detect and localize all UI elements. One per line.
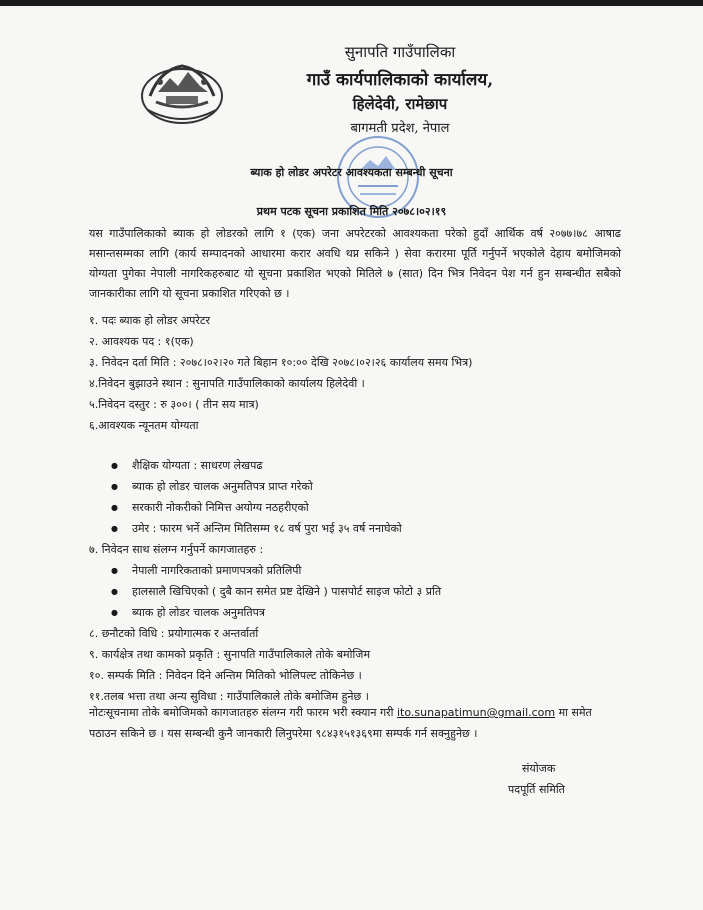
item-submission-place: ४.निवेदन बुझाउने स्थान : सुनापति गाउँपालिकाको कार्यालय हिलेदेवी । [89, 377, 365, 390]
office-place: हिलेदेवी, रामेछाप [352, 95, 448, 113]
item-salary: ११.तलब भत्ता तथा अन्य सुविधा : गाउँपालिकाले तोके बमोजिम हुनेछ । [89, 690, 369, 703]
document-item: ● ब्याक हो लोडर चालक अनुमतिपत्र [89, 602, 621, 623]
qualification-item: ● शैक्षिक योग्यता : साधरण लेखपढ [89, 455, 621, 476]
document-item: ● हालसालै खिचिएको ( दुबै कान समेत प्रष्ट देखिने ) पासपोर्ट साइज फोटो ३ प्रति [89, 581, 621, 602]
email-link[interactable]: ito.sunapatimun@gmail.com [397, 706, 556, 719]
nepal-emblem-icon [136, 56, 228, 126]
qualification-item: ● उमेर : फारम भर्ने अन्तिम मितिसम्म १८ वर्ष पुरा भई ३५ वर्ष ननाघेको [89, 518, 621, 539]
signature-block [508, 758, 618, 800]
note-text-after: मा समेत पठाउन सकिने छ । यस सम्बन्धी कुनै जानकारी लिनुपरेमा ९८४३१५१३६९मा सम्पर्क गर्न सक्नुहुनेछ । [89, 706, 592, 740]
signature-role: संयोजक [522, 762, 556, 775]
qualification-item: ● सरकारी नोकरीको निमित्त अयोग्य नठहरीएको [89, 497, 621, 518]
intro-paragraph: यस गाउँपालिकाको ब्याक हो लोडरको लागि १ (एक) जना अपरेटरको आवश्यकता परेको हुदाँ आर्थिक वर्ष २०७७।७८ आषाढ मसान्तसम्मका लागि (कार्य सम्पादनको आधारमा करार अवधि थप्न सकिने ) सेवा करारमा पूर्ति गर्नुपर्ने भएकोले देहाय बमोजिमको योग्यता पुगेका नेपाली नागरिकहरुबाट यो सूचना प्रकाशित भएको मितिले ७ (सात) दिन भित्र निवेदन पेश गर्न हुन सम्बन्धीत सबैको जानकारीका लागि यो सूचना प्रकाशित गरिएको छ । [89, 227, 621, 300]
footer-note [89, 702, 621, 744]
item-fee: ५.निवेदन दस्तुर : रु ३००। ( तीन सय मात्र) [89, 398, 259, 411]
office-header [260, 42, 540, 136]
item-work-nature: ९. कार्यक्षेत्र तथा कामको प्रकृति : सुनापति गाउँपालिकाले तोके बमोजिम [89, 648, 371, 661]
item-contact-date: १०. सम्पर्क मिति : निवेदन दिने अन्तिम मितिको भोलिपल्ट तोकिनेछ । [89, 669, 362, 682]
document-item: ● नेपाली नागरिकताको प्रमाणपत्रको प्रतिलिपी [89, 560, 621, 581]
notice-published-date: प्रथम पटक सूचना प्रकाशित मिति २०७८।०२।१९ [256, 205, 447, 218]
notice-title: ब्याक हो लोडर अपरेटर आवश्यकता सम्बन्धी सूचना [250, 166, 453, 179]
municipality-name: सुनापति गाउँपालिका [344, 43, 456, 61]
qualification-item: ● ब्याक हो लोडर चालक अनुमतिपत्र प्राप्त गरेको [89, 476, 621, 497]
signature-committee: पदपूर्ति समिति [508, 783, 565, 796]
item-application-date: ३. निवेदन दर्ता मिति : २०७८।०२।२० गते बिहान १०:०० देखि २०७८।०२।२६ कार्यालय समय भित्र) [89, 356, 473, 369]
office-name: गाउँ कार्यपालिकाको कार्यालय, [306, 70, 494, 90]
item-documents-heading: ७. निवेदन साथ संलग्न गर्नुपर्ने कागजातहरु : [89, 543, 264, 556]
province-name: बागमती प्रदेश, नेपाल [350, 121, 450, 136]
item-required-posts: २. आवश्यक पद : १(एक) [89, 335, 194, 348]
requirements-list [89, 310, 621, 707]
note-text-before: नोटःसूचनामा तोके बमोजिमको कागजातहरु संलग्न गरी फारम भरी स्क्यान गरी [89, 706, 397, 719]
item-selection-method: ८. छनौटको विधि : प्रयोगात्मक र अन्तर्वार्ता [89, 627, 259, 640]
scan-edge [0, 0, 703, 6]
item-qualification-heading: ६.आवश्यक न्यूनतम योग्यता [89, 419, 199, 432]
item-post: १. पदः ब्याक हो लोडर अपरेटर [89, 314, 210, 327]
